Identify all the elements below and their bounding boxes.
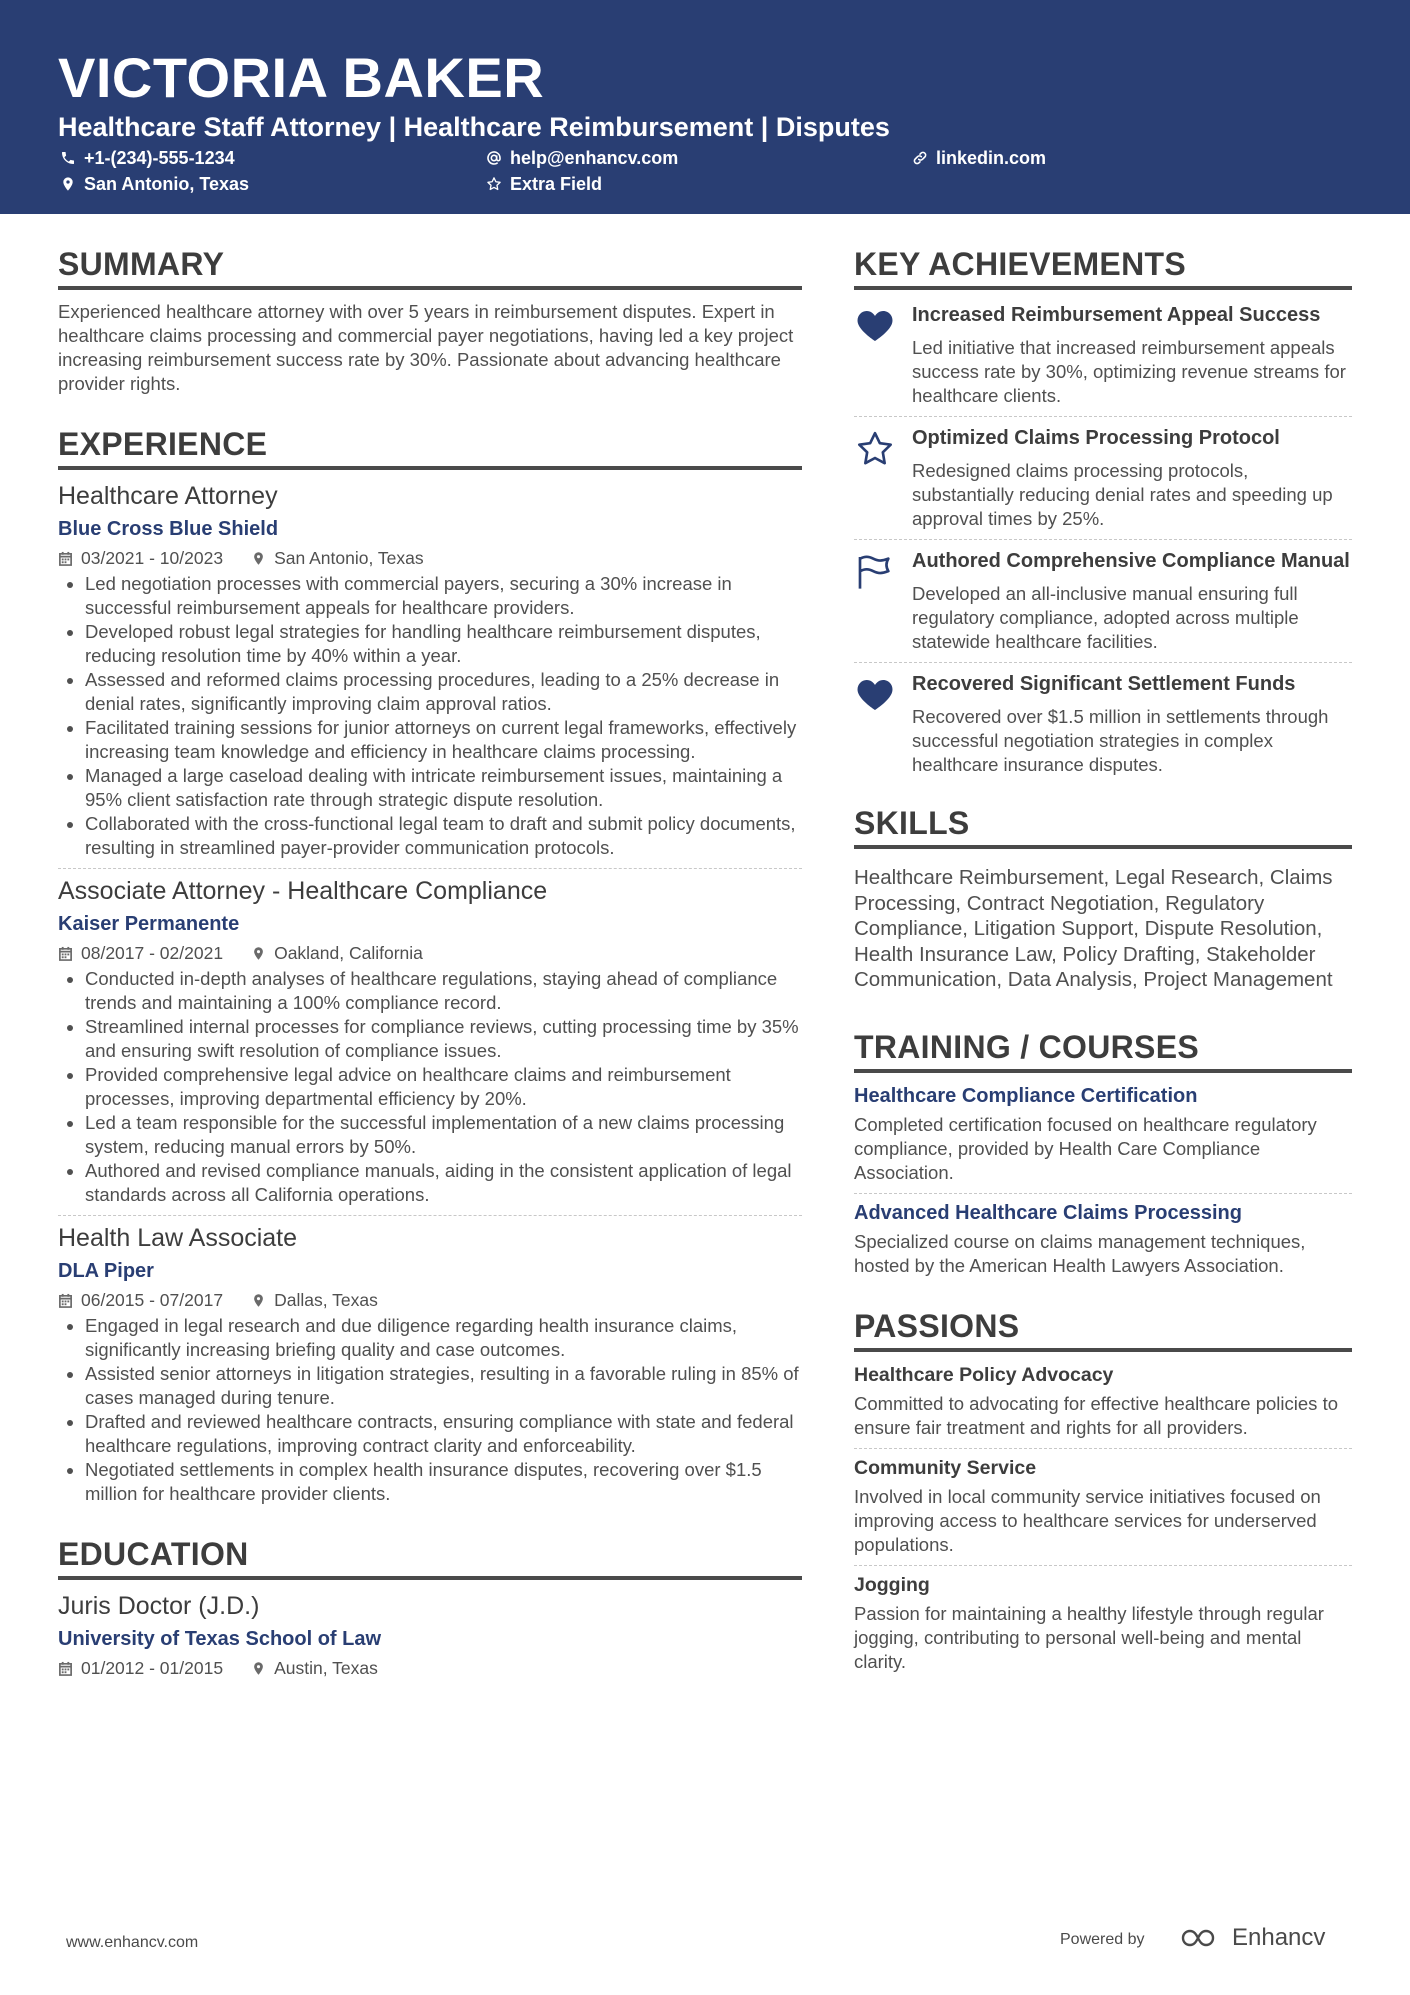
contact-email[interactable] — [486, 146, 678, 170]
achievement-title: Recovered Significant Settlement Funds — [912, 673, 1296, 695]
passion-desc: Passion for maintaining a healthy lifestyle through regular jogging, contributing to personal well-being and mental clarity. — [854, 1602, 1324, 1672]
education-degree: Juris Doctor (J.D.) — [58, 1592, 260, 1620]
location-pin-icon — [251, 946, 266, 961]
passions-section — [854, 1306, 1352, 1674]
experience-section — [58, 424, 802, 1506]
entry-divider — [58, 868, 802, 869]
job-location: Oakland, California — [251, 941, 423, 965]
bullet-item: • Conducted in-depth analyses of healthcare regulations, staying ahead of compliance trends and maintaining a 100% compliance record. — [85, 967, 802, 1015]
job-bullets — [58, 572, 802, 860]
left-column — [58, 244, 802, 1680]
achievement-title: Authored Comprehensive Compliance Manual — [912, 550, 1350, 572]
entry-divider — [58, 1215, 802, 1216]
calendar-icon — [58, 551, 73, 566]
candidate-name: VICTORIA BAKER — [58, 46, 545, 109]
job-dates: 06/2015 - 07/2017 — [58, 1288, 223, 1312]
experience-entry — [58, 480, 802, 860]
linkedin-text: linkedin.com — [936, 148, 1047, 168]
job-bullets — [58, 967, 802, 1207]
bullet-item: • Drafted and reviewed healthcare contracts, ensuring compliance with state and federal healthcare regulations, improving contract clarity and enforceability. — [85, 1410, 802, 1458]
bullet-item: • Assisted senior attorneys in litigation strategies, resulting in a favorable ruling in 85% of cases managed during tenure. — [85, 1362, 802, 1410]
bullet-item: • Collaborated with the cross-functional legal team to draft and submit policy documents, resulting in streamlined payer-provider communication protocols. — [85, 812, 802, 860]
job-role: Healthcare Attorney — [58, 482, 278, 510]
heart-icon — [855, 306, 895, 346]
bullet-item: • Developed robust legal strategies for handling healthcare reimbursement disputes, reducing resolution time by 40% within a year. — [85, 620, 802, 668]
entry-divider — [854, 1193, 1352, 1194]
course-desc: Completed certification focused on healthcare regulatory compliance, provided by Health Care Compliance Association. — [854, 1113, 1317, 1183]
passion-title: Jogging — [854, 1573, 930, 1596]
heart-icon — [855, 675, 895, 715]
job-company[interactable]: Kaiser Permanente — [58, 913, 240, 935]
education-dates: 01/2012 - 01/2015 — [58, 1656, 223, 1680]
job-location: Dallas, Texas — [251, 1288, 378, 1312]
achievement-item — [854, 423, 1352, 531]
course-title[interactable]: Advanced Healthcare Claims Processing — [854, 1201, 1242, 1224]
resume-header — [0, 0, 1410, 214]
contact-location — [60, 172, 249, 196]
passion-title: Community Service — [854, 1456, 1037, 1479]
link-icon — [912, 150, 928, 166]
job-meta — [58, 941, 802, 965]
star-icon — [855, 429, 895, 469]
candidate-headline: Healthcare Staff Attorney | Healthcare Reimbursement | Disputes — [58, 112, 890, 142]
at-icon — [486, 150, 502, 166]
achievement-desc: Recovered over $1.5 million in settlements through successful negotiation strategies in complex healthcare insurance disputes. — [912, 706, 1329, 775]
bullet-item: • Authored and revised compliance manuals, aiding in the consistent application of legal standards across all California operations. — [85, 1159, 802, 1207]
enhancv-logo-icon — [1180, 1926, 1226, 1950]
bullet-item: • Facilitated training sessions for junior attorneys on current legal frameworks, effectively increasing team knowledge and efficiency in healthcare claims processing. — [85, 716, 802, 764]
section-title-experience: EXPERIENCE — [58, 424, 802, 470]
phone-text: +1-(234)-555-1234 — [84, 148, 235, 168]
section-title-summary: SUMMARY — [58, 244, 802, 290]
contact-linkedin[interactable] — [912, 146, 1046, 170]
contact-phone[interactable] — [60, 146, 235, 170]
achievement-title: Optimized Claims Processing Protocol — [912, 427, 1280, 449]
bullet-item: • Assessed and reformed claims processing procedures, leading to a 25% decrease in denial rates, significantly improving claim approval ratios. — [85, 668, 802, 716]
footer-powered-label: Powered by — [1060, 1931, 1145, 1948]
training-section — [854, 1027, 1352, 1278]
experience-entry — [58, 1222, 802, 1506]
summary-section — [58, 244, 802, 396]
achievement-item — [854, 300, 1352, 408]
passion-item — [854, 1362, 1352, 1440]
job-bullets — [58, 1314, 802, 1506]
phone-icon — [60, 150, 76, 166]
bullet-item: • Engaged in legal research and due diligence regarding health insurance claims, significantly increasing briefing quality and case outcomes. — [85, 1314, 802, 1362]
bullet-item: • Negotiated settlements in complex health insurance disputes, recovering over $1.5 million for healthcare provider clients. — [85, 1458, 802, 1506]
passion-item — [854, 1455, 1352, 1557]
enhancv-logo-text: Enhancv — [1232, 1924, 1326, 1951]
achievement-item — [854, 669, 1352, 777]
job-company[interactable]: Blue Cross Blue Shield — [58, 518, 279, 540]
achievement-desc: Led initiative that increased reimbursement appeals success rate by 30%, optimizing revenue streams for healthcare clients. — [912, 337, 1346, 406]
job-meta — [58, 1288, 802, 1312]
achievements-section — [854, 244, 1352, 777]
job-role: Health Law Associate — [58, 1224, 298, 1252]
achievement-desc: Redesigned claims processing protocols, substantially reducing denial rates and speeding up approval times by 25%. — [912, 460, 1333, 529]
footer-site-link[interactable]: www.enhancv.com — [66, 1934, 199, 1951]
passion-title: Healthcare Policy Advocacy — [854, 1363, 1114, 1386]
entry-divider — [854, 662, 1352, 663]
experience-entry — [58, 875, 802, 1207]
location-pin-icon — [251, 1661, 266, 1676]
location-pin-icon — [60, 176, 76, 192]
entry-divider — [854, 1448, 1352, 1449]
skills-text: Healthcare Reimbursement, Legal Research, Claims Processing, Contract Negotiation, Regulatory Compliance, Litigation Support, Dispute Resolution, Health Insurance Law, Policy Drafting, Stakeholder Communication, Data Analysis, Project Management — [854, 866, 1333, 991]
contact-extra — [486, 172, 602, 196]
right-column — [854, 244, 1352, 1674]
job-company[interactable]: DLA Piper — [58, 1260, 154, 1282]
entry-divider — [854, 539, 1352, 540]
skills-section — [854, 803, 1352, 993]
job-dates: 08/2017 - 02/2021 — [58, 941, 223, 965]
course-item — [854, 1083, 1352, 1185]
passion-item — [854, 1572, 1352, 1674]
job-role: Associate Attorney - Healthcare Compliance — [58, 877, 548, 905]
location-text: San Antonio, Texas — [84, 174, 250, 194]
course-desc: Specialized course on claims management techniques, hosted by the American Health Lawyers Association. — [854, 1230, 1306, 1276]
job-location: San Antonio, Texas — [251, 546, 424, 570]
course-item — [854, 1200, 1352, 1278]
section-title-achievements: KEY ACHIEVEMENTS — [854, 244, 1352, 290]
achievement-desc: Developed an all-inclusive manual ensuring full regulatory compliance, adopted across multiple statewide healthcare facilities. — [912, 583, 1299, 652]
section-title-passions: PASSIONS — [854, 1306, 1352, 1352]
location-pin-icon — [251, 1293, 266, 1308]
flag-icon — [855, 552, 895, 592]
education-section — [58, 1534, 802, 1680]
passion-desc: Involved in local community service initiatives focused on improving access to healthcare services for underserved populations. — [854, 1485, 1321, 1555]
bullet-item: • Managed a large caseload dealing with intricate reimbursement issues, maintaining a 95% client satisfaction rate through strategic dispute resolution. — [85, 764, 802, 812]
job-dates: 03/2021 - 10/2023 — [58, 546, 223, 570]
job-meta — [58, 546, 802, 570]
achievement-item — [854, 546, 1352, 654]
bullet-item: • Streamlined internal processes for compliance reviews, cutting processing time by 35% and ensuring swift resolution of compliance issues. — [85, 1015, 802, 1063]
entry-divider — [854, 1565, 1352, 1566]
bullet-item: • Provided comprehensive legal advice on healthcare claims and reimbursement processes, improving departmental efficiency by 20%. — [85, 1063, 802, 1111]
bullet-item: • Led a team responsible for the successful implementation of a new claims processing system, reducing manual errors by 50%. — [85, 1111, 802, 1159]
extra-field-text: Extra Field — [510, 174, 603, 194]
education-school[interactable]: University of Texas School of Law — [58, 1628, 382, 1650]
summary-text: Experienced healthcare attorney with over 5 years in reimbursement disputes. Expert in healthcare claims processing and commercial payer negotiations, having led a key project increasing reimbursement success rate by 30%. Passionate about advancing healthcare provider rights. — [58, 301, 794, 394]
passion-desc: Committed to advocating for effective healthcare policies to ensure fair treatment and rights for all providers. — [854, 1392, 1338, 1438]
star-icon — [486, 176, 502, 192]
entry-divider — [854, 416, 1352, 417]
enhancv-logo[interactable] — [1180, 1924, 1325, 1952]
section-title-education: EDUCATION — [58, 1534, 802, 1580]
course-title[interactable]: Healthcare Compliance Certification — [854, 1084, 1198, 1107]
education-meta — [58, 1656, 802, 1680]
achievement-title: Increased Reimbursement Appeal Success — [912, 304, 1321, 326]
education-location: Austin, Texas — [251, 1656, 378, 1680]
calendar-icon — [58, 1293, 73, 1308]
email-text: help@enhancv.com — [510, 148, 679, 168]
section-title-training: TRAINING / COURSES — [854, 1027, 1352, 1073]
section-title-skills: SKILLS — [854, 803, 1352, 849]
calendar-icon — [58, 946, 73, 961]
bullet-item: • Led negotiation processes with commercial payers, securing a 30% increase in successful reimbursement appeals for healthcare providers. — [85, 572, 802, 620]
calendar-icon — [58, 1661, 73, 1676]
location-pin-icon — [251, 551, 266, 566]
